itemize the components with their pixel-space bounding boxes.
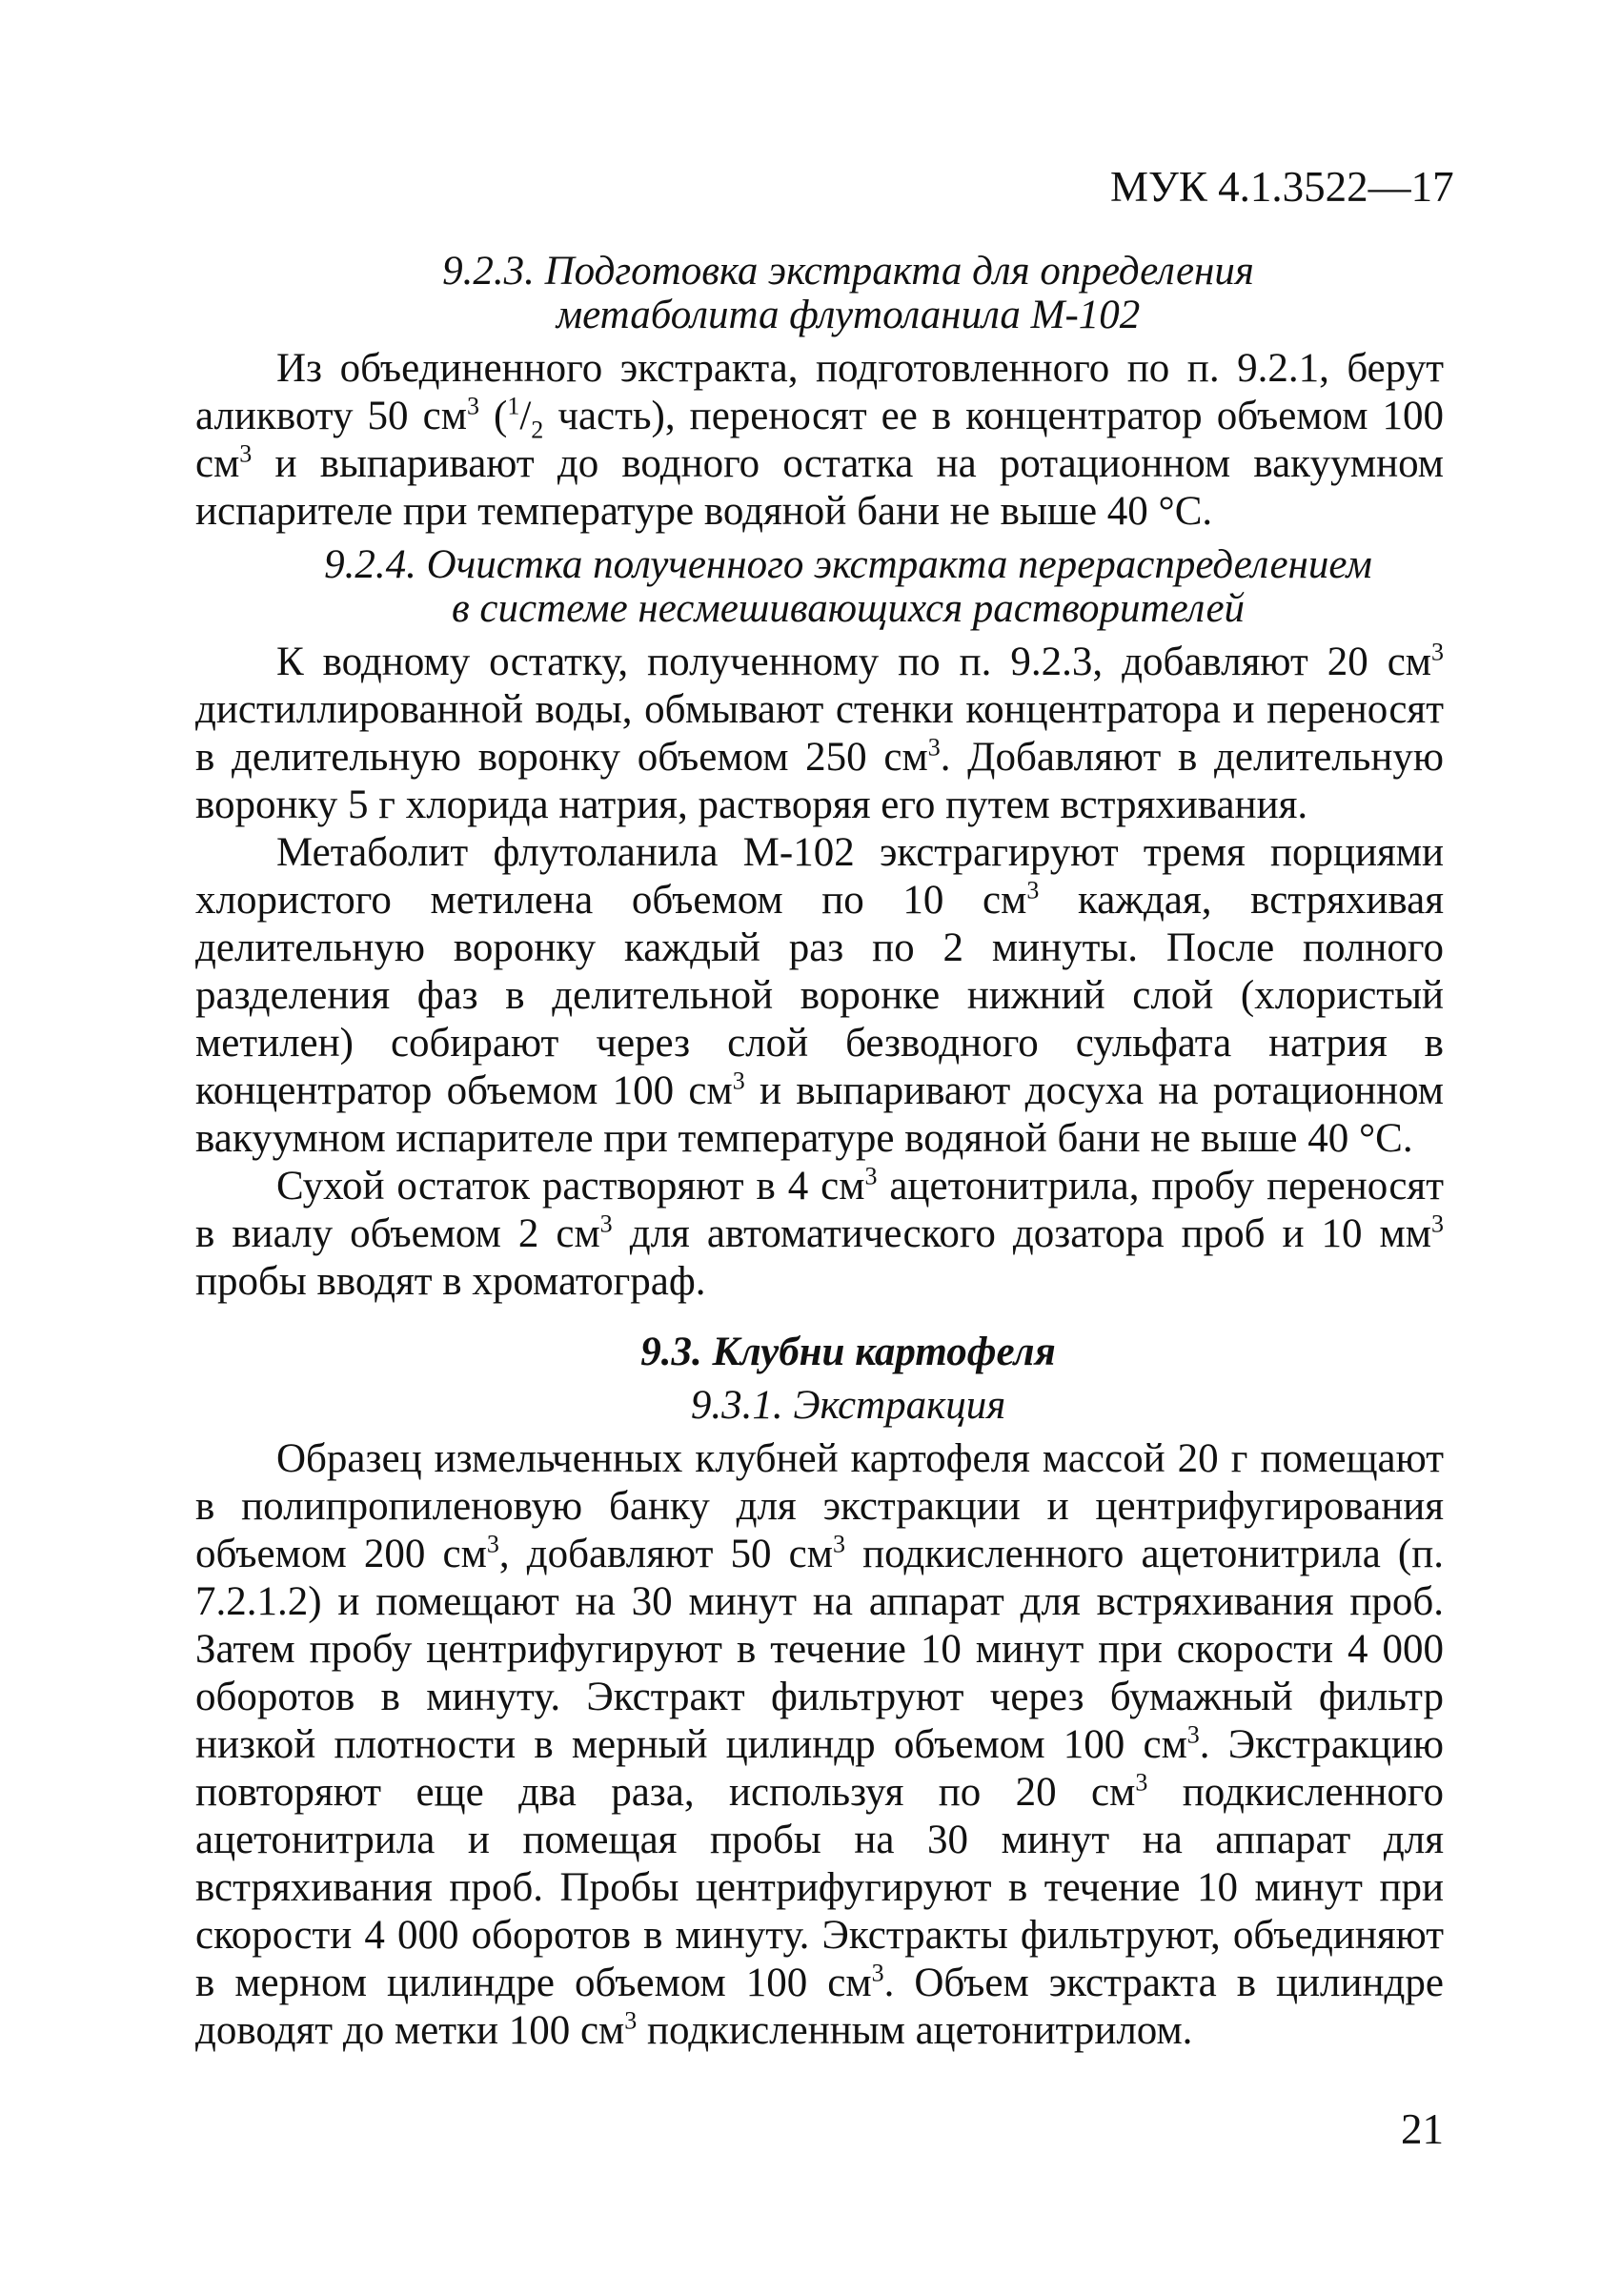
section-931-paragraph: Образец измельченных клубней картофеля массой 20 г помещают в полипропиленовую банку для экстракции и центрифугирования объемом 200 $см^3$, добавляют 50 $см^3$ подкисленного ацетонитрила (п. 7.2.1.2) и помещают на 30 минут на аппарат для встряхивания проб. Затем пробу центрифугируют в течение 10 минут при скорости 4 000 оборотов в минуту. Экстракт фильтруют через бумажный фильтр низкой плотности в мерный цилиндр объемом 100 $см^3$. Экстракцию повторяют еще два раза, используя по 20 $см^3$ подкисленного ацетонитрила и помещая пробы на 30 минут на аппарат для встряхивания проб. Пробы центрифугируют в течение 10 минут при скорости 4 000 оборотов в минуту. Экстракты фильтруют, объединяют в мерном цилиндре объемом 100 $см^3$. Объем экстракта в цилиндре доводят до метки 100 $см^3$ подкисленным ацетонитрилом.: [195, 1436, 1445, 2053]
section-924-paragraph-1: К водному остатку, полученному по п. 9.2.3, добавляют 20 $см^3$ дистиллированной воды, обмывают стенки концентратора и переносят в делительную воронку объемом 250 $см^3$. Добавляют в делительную воронку 5 г хлорида натрия, растворяя его путем встряхивания.: [195, 638, 1444, 827]
section-924-paragraph-3: Сухой остаток растворяют в 4 $см^3$ ацетонитрила, пробу переносят в виалу объемом 2 $см^3$ для автоматического дозатора проб и 10 $мм^3$ пробы вводят в хроматограф.: [195, 1162, 1444, 1304]
page-content: [195, 250, 1444, 2055]
fraction-one-half: $^1/_2$: [507, 392, 544, 444]
section-924-paragraph-2: Метаболит флутоланила М-102 экстрагируют тремя порциями хлористого метилена объемом по 10 $см^3$ каждая, встряхивая делительную воронку каждый раз по 2 минуты. После полного разделения фаз в делительной воронке нижний слой (хлористый метилен) собирают через слой безводного сульфата натрия в концентратор объемом 100 $см^3$ и выпаривают досуха на ротационном вакуумном испарителе при температуре водяной бани не выше 40 °С.: [195, 830, 1445, 1161]
section-924-heading-line1: 9.2.4. Очистка полученного экстракта перераспределением: [324, 542, 1372, 587]
section-923-paragraph: Из объединенного экстракта, подготовленного по п. 9.2.1, берут аликвоту 50 $см^3$ ($^1/_2$ часть), переносят ее в концентратор объемом 100 $см^3$ и выпаривают до водного остатка на ротационном вакуумном испарителе при температуре водяной бани не выше 40 °С.: [195, 346, 1444, 534]
section-923-heading-line2: метаболита флутоланила М-102: [556, 293, 1141, 337]
section-93-heading: 9.3. Клубни картофеля: [640, 1330, 1056, 1374]
section-924-heading-line2: в системе несмешивающихся растворителей: [451, 586, 1246, 631]
document-code: МУК 4.1.3522—17: [1110, 163, 1454, 211]
page-number: 21: [1401, 2105, 1444, 2153]
section-931-heading: 9.3.1. Экстракция: [690, 1383, 1006, 1428]
section-923-heading-line1: 9.2.3. Подготовка экстракта для определения: [442, 249, 1254, 294]
